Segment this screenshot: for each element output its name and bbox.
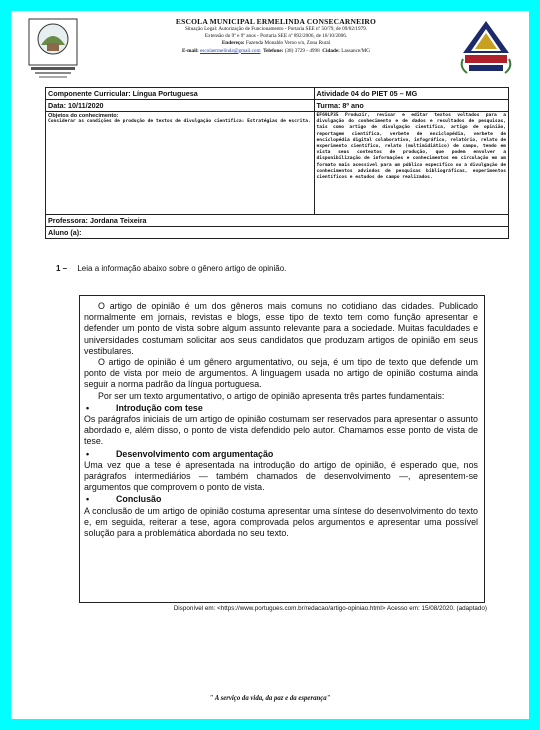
document-page — [11, 11, 529, 719]
objects-cell — [46, 112, 315, 215]
teacher-value: Jordana Teixeira — [89, 216, 147, 225]
school-motto: " A serviço da vida, da paz e da esperança" — [209, 695, 331, 702]
activity-info-table — [45, 87, 509, 239]
bullet-icon: • — [86, 494, 90, 505]
address-value: Fazenda Monaldo Veroo s/n, Zona Rural — [245, 40, 331, 47]
city-label: Cidade: — [322, 47, 340, 54]
address-line — [101, 40, 451, 47]
article-paragraph-2: O artigo de opinião é um gênero argumentativo, ou seja, é um tipo de texto que defende um ponto de vista por meio de argumentos. A linguagem usada no artigo de opinião costuma ainda seguir a norma padrão da língua portuguesa. — [84, 357, 478, 390]
date-label: Data: — [48, 101, 66, 110]
component-cell — [46, 88, 315, 100]
source-citation: Disponível em: <https://www.portugues.com.br/redacao/artigo-opiniao.html> Acesso em: 15/08/2020. (adaptado) — [173, 605, 487, 612]
phone-label: Telefone: — [263, 47, 284, 54]
email-label: E-mail: — [181, 47, 199, 54]
section-heading-text: Conclusão — [116, 494, 162, 505]
article-text — [84, 301, 478, 539]
bullet-icon: • — [86, 448, 90, 459]
contact-line — [101, 48, 451, 55]
municipal-crest-logo — [457, 19, 515, 79]
date-value: 10/11/2020 — [67, 101, 104, 110]
question-1 — [56, 264, 506, 273]
skills-value: EF69LP35 Produzir, revisar e editar textos voltados para a divulgação do conhecimento e de dados e resultados de pesquisas, tais como artigo de divulgação científica, artigo de opinião, reportagem científica, verbete de enciclopédia, verbete de enciclopédia digital colaborativo, infográfico, relatório, relato de experimento científico, relato (multimidiático) de campo, tendo em vista seus contextos de produção, que podem envolver a disponibilização de informações e conhecimentos em circulação em um formato mais acessível para um público específico ou a divulgação de conhecimentos advindos de pesquisas bibliográficas, experimentos científicos e estudos de campo realizados. — [316, 113, 506, 181]
section-heading-text: Desenvolvimento com argumentação — [116, 448, 274, 459]
activity-cell: Atividade 04 do PIET 05 – MG — [314, 88, 508, 100]
article-paragraph-1: O artigo de opinião é um dos gêneros mais comuns no cotidiano das cidades. Publicado normalmente em jornais, revistas e blogs, esse tipo de texto tem como função apresentar e defender um ponto de vista sobre algum assunto relevante para a sociedade. Muitas faculdades e universidades costumam solicitar aos seus candidatos que produzam artigos de opinião em seus vestibulares. — [84, 301, 478, 356]
email-value: escolaermelinda@gmail.com — [200, 47, 261, 54]
section-heading-conclusion — [84, 494, 478, 505]
article-paragraph-5: Uma vez que a tese é apresentada na introdução do artigo de opinião, é esperado que, nos parágrafos intermediários — também chamados de desenvolvimento —, apresentem-se argumentos que comprovem o ponto de vista. — [84, 459, 478, 493]
component-label: Componente Curricular: — [48, 89, 131, 98]
section-heading-introduction — [84, 403, 478, 414]
bullet-icon: • — [86, 402, 90, 413]
section-heading-development — [84, 449, 478, 460]
teacher-label: Professora: — [48, 216, 88, 225]
extension-line: Extensão do 9º e 9º anos - Portaria SEE nº 892/2006, de 16/10/2006. — [204, 33, 348, 40]
teacher-cell — [46, 215, 509, 227]
skills-cell — [314, 112, 508, 215]
article-paragraph-4: Os parágrafos iniciais de um artigo de opinião costumam ser reservados para apresentar o assunto abordado e, além disso, o ponto de vista defendido pelo autor. Chamamos esse ponto de vista de tese. — [84, 414, 478, 447]
article-paragraph-3: Por ser um texto argumentativo, o artigo de opinião apresenta três partes fundamentais: — [98, 390, 445, 401]
legal-status-line: Situação Legal: Autorização de Funcionamento - Portaria SEE nº 50/79, de 09/02/1979. — [184, 26, 368, 32]
component-value: Língua Portuguesa — [132, 89, 198, 98]
student-cell — [46, 227, 509, 239]
class-cell — [314, 100, 508, 112]
class-label: Turma: — [316, 101, 341, 110]
student-label: Aluno (a): — [48, 228, 82, 237]
school-header — [101, 17, 451, 55]
section-heading-text: Introdução com tese — [116, 402, 203, 413]
article-paragraph-6: A conclusão de um artigo de opinião costuma apresentar uma síntese do desenvolvimento do texto e, em seguida, reiterar a tese, agora comprovada pelos argumentos e apresentar uma possível solução para a problemática abordada no seu texto. — [84, 505, 478, 539]
phone-value: (38) 3729 - 4998 — [284, 47, 320, 54]
address-label: Endereço: — [221, 40, 245, 47]
article-box — [79, 295, 485, 603]
school-name: ESCOLA MUNICIPAL ERMELINDA CONSECARNEIRO — [175, 17, 377, 26]
objects-label: Objetos do conhecimento: — [48, 113, 119, 119]
city-value: Lassance/MG — [341, 47, 370, 54]
objects-value: Considerar as condições de produção de textos de divulgação científica: Estratégias de escrita. — [48, 119, 311, 124]
question-text: Leia a informação abaixo sobre o gênero artigo de opinião. — [77, 264, 287, 273]
class-value: 8º ano — [342, 101, 364, 110]
date-cell — [46, 100, 315, 112]
school-emblem-logo — [25, 17, 81, 81]
question-number: 1 – — [56, 264, 68, 273]
